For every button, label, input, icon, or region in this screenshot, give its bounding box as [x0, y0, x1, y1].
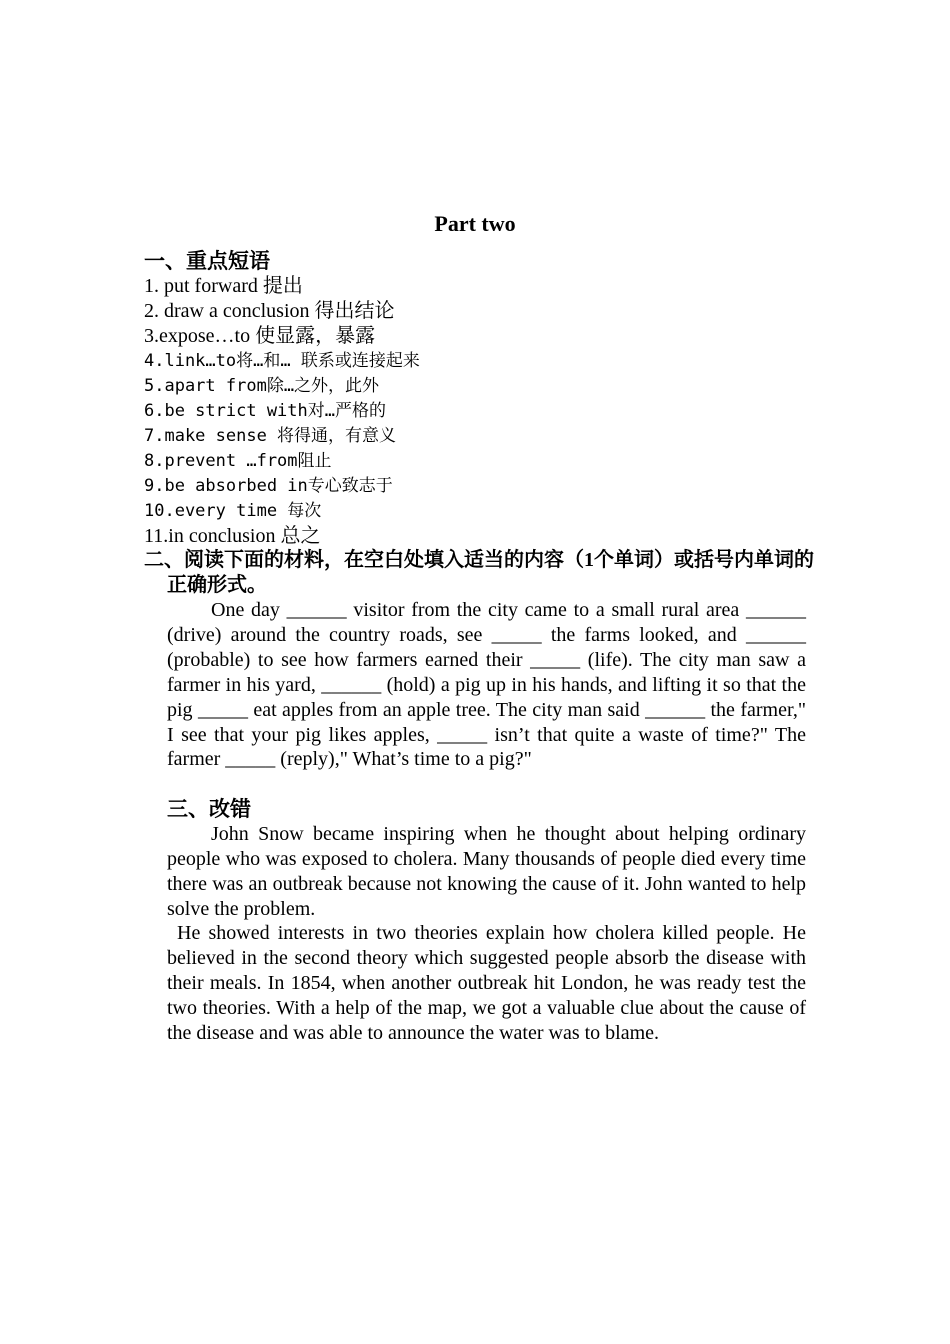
phrase-item-1: 1. put forward 提出 — [144, 275, 303, 297]
section1-heading: 一、重点短语 — [144, 249, 270, 273]
phrase-item-8: 8.prevent …from阻止 — [144, 451, 332, 471]
cloze-paragraph: One day ______ visitor from the city came to a small rural area ______ (drive) around the country roads, see _____ the farms looked, and ______ (probable) to see how farmers earned their _____ (life). The city man saw a farmer in his yard, ______ (hold) a pig up in his hands, and lifting it so that the pig _____ eat apples from an apple tree. The city man said ______ the farmer," I see that your pig likes apples, _____ isn’t that quite a waste of time?" The farmer _____ (reply)," What’s time to a pig?" — [167, 599, 806, 771]
section3-heading: 三、改错 — [167, 797, 251, 821]
phrase-item-4: 4.link…to将…和… 联系或连接起来 — [144, 351, 420, 371]
correction-paragraph-1: John Snow became inspiring when he thought about helping ordinary people who was exposed to cholera. Many thousands of people died every time there was an outbreak because not knowing the cause of it. John wanted to help solve the problem. — [167, 823, 806, 920]
correction-paragraph-2: He showed interests in two theories explain how cholera killed people. He believed in the second theory which suggested people absorb the disease with their meals. In 1854, when another outbreak hit London, he was ready test the two theories. With a help of the map, we got a valuable clue about the cause of the disease and was able to announce the water was to blame. — [167, 922, 806, 1044]
phrase-item-7: 7.make sense 将得通，有意义 — [144, 426, 397, 446]
phrase-item-9: 9.be absorbed in专心致志于 — [144, 476, 393, 496]
section2-heading: 二、阅读下面的材料，在空白处填入适当的内容（1个单词）或括号内单词的正确形式。 — [144, 549, 814, 596]
page-title: Part two — [434, 211, 516, 236]
phrase-item-10: 10.every time 每次 — [144, 501, 322, 521]
phrase-item-5: 5.apart from除…之外，此外 — [144, 376, 380, 396]
phrase-item-6: 6.be strict with对…严格的 — [144, 401, 386, 421]
phrase-item-3: 3.expose…to 使显露，暴露 — [144, 325, 376, 347]
phrase-item-11: 11.in conclusion 总之 — [144, 525, 321, 547]
phrase-item-2: 2. draw a conclusion 得出结论 — [144, 300, 395, 322]
